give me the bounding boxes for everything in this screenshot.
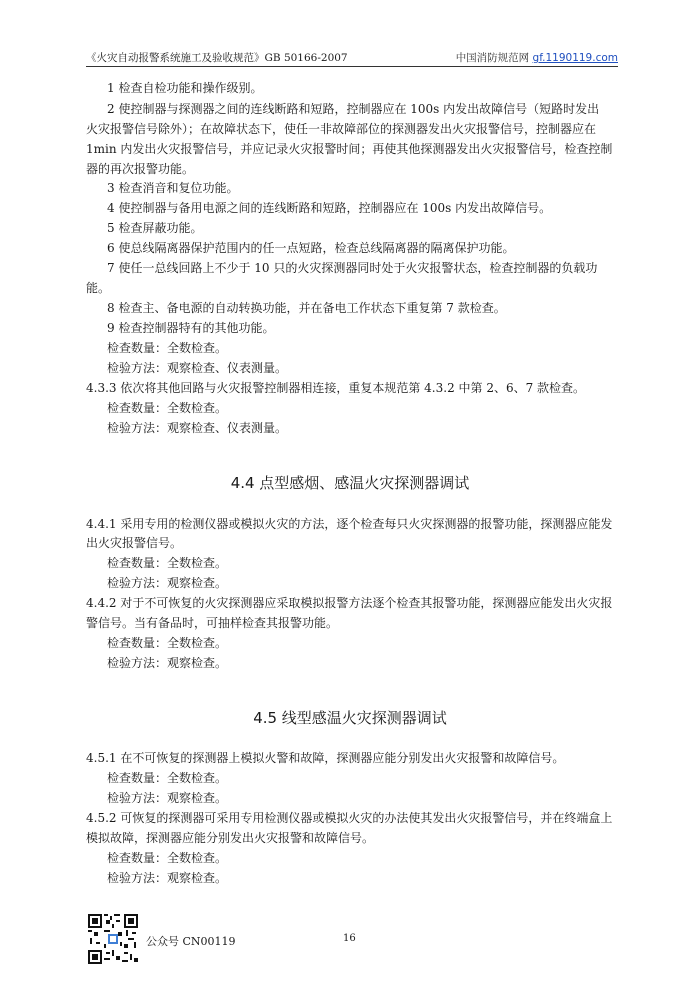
- text-line: 5 检查屏蔽功能。: [107, 221, 203, 235]
- page-header: [86, 50, 618, 67]
- text-line: 火灾报警信号除外）；在故障状态下，使任一非故障部位的探测器发出火灾报警信号，控制器应在: [86, 122, 597, 136]
- text-line: 警信号。当有备品时，可抽样检查其报警功能。: [86, 616, 339, 630]
- text-line: 能。: [86, 281, 111, 295]
- text-line: 1min 内发出火灾报警信号，并应记录火灾报警时间；再使其他探测器发出火灾报警信号，检查控制: [86, 142, 613, 156]
- text-line: 9 检查控制器特有的其他功能。: [107, 321, 275, 335]
- text-line: 检查数量：全数检查。: [107, 851, 228, 865]
- text-line: 检查数量：全数检查。: [107, 341, 228, 355]
- qr-code-icon: [88, 914, 138, 964]
- text-line: 检验方法：观察检查、仪表测量。: [107, 361, 288, 375]
- text-line: 检验方法：观察检查、仪表测量。: [107, 421, 288, 435]
- text-line: 检查数量：全数检查。: [107, 771, 228, 785]
- text-line: 检查数量：全数检查。: [107, 636, 228, 650]
- text-line: 模拟故障，探测器应能分别发出火灾报警和故障信号。: [86, 831, 375, 845]
- page-number: 16: [343, 933, 356, 944]
- text-line: 4.5.2 可恢复的探测器可采用专用检测仪器或模拟火灾的办法使其发出火灾报警信号，并在终端盒上: [86, 811, 613, 825]
- text-line: 4.4.2 对于不可恢复的火灾探测器应采取模拟报警方法逐个检查其报警功能，探测器应能发出火灾报: [86, 596, 613, 610]
- text-line: 检验方法：观察检查。: [107, 791, 228, 805]
- text-line: 6 使总线隔离器保护范围内的任一点短路，检查总线隔离器的隔离保护功能。: [107, 241, 515, 255]
- document-title: 《火灾自动报警系统施工及验收规范》GB 50166-2007: [86, 52, 348, 64]
- text-line: 检验方法：观察检查。: [107, 871, 228, 885]
- text-line: 器的再次报警功能。: [86, 162, 195, 176]
- section-heading: 4.4 点型感烟、感温火灾探测器调试: [230, 474, 470, 492]
- text-line: 4.5.1 在不可恢复的探测器上模拟火警和故障，探测器应能分别发出火灾报警和故障信号。: [86, 751, 565, 765]
- site-info: [456, 50, 618, 65]
- text-line: 检查数量：全数检查。: [107, 401, 228, 415]
- text-line: 7 使任一总线回路上不少于 10 只的火灾探测器同时处于火灾报警状态，检查控制器的负载功: [107, 261, 598, 275]
- text-line: 出火灾报警信号。: [86, 536, 183, 550]
- section-heading: 4.5 线型感温火灾探测器调试: [253, 709, 447, 727]
- text-line: 1 检查自检功能和操作级别。: [107, 81, 263, 95]
- text-line: 4 使控制器与备用电源之间的连线断路和短路，控制器应在 100s 内发出故障信号。: [107, 201, 552, 215]
- site-url-link[interactable]: gf.1190119.com: [532, 52, 618, 64]
- site-name: 中国消防规范网: [455, 52, 530, 64]
- text-line: 检查数量：全数检查。: [107, 556, 228, 570]
- text-line: 3 检查消音和复位功能。: [107, 181, 239, 195]
- text-line: 2 使控制器与探测器之间的连线断路和短路，控制器应在 100s 内发出故障信号（短路时发出: [107, 102, 600, 116]
- wechat-account-label: 公众号 CN00119: [146, 935, 236, 948]
- text-line: 8 检查主、备电源的自动转换功能，并在备电工作状态下重复第 7 款检查。: [107, 301, 506, 315]
- text-line: 检验方法：观察检查。: [107, 576, 228, 590]
- text-line: 检验方法：观察检查。: [107, 656, 228, 670]
- text-line: 4.3.3 依次将其他回路与火灾报警控制器相连接，重复本规范第 4.3.2 中第 2、6、7 款检查。: [86, 381, 586, 395]
- text-line: 4.4.1 采用专用的检测仪器或模拟火灾的方法，逐个检查每只火灾探测器的报警功能，探测器应能发: [86, 517, 613, 531]
